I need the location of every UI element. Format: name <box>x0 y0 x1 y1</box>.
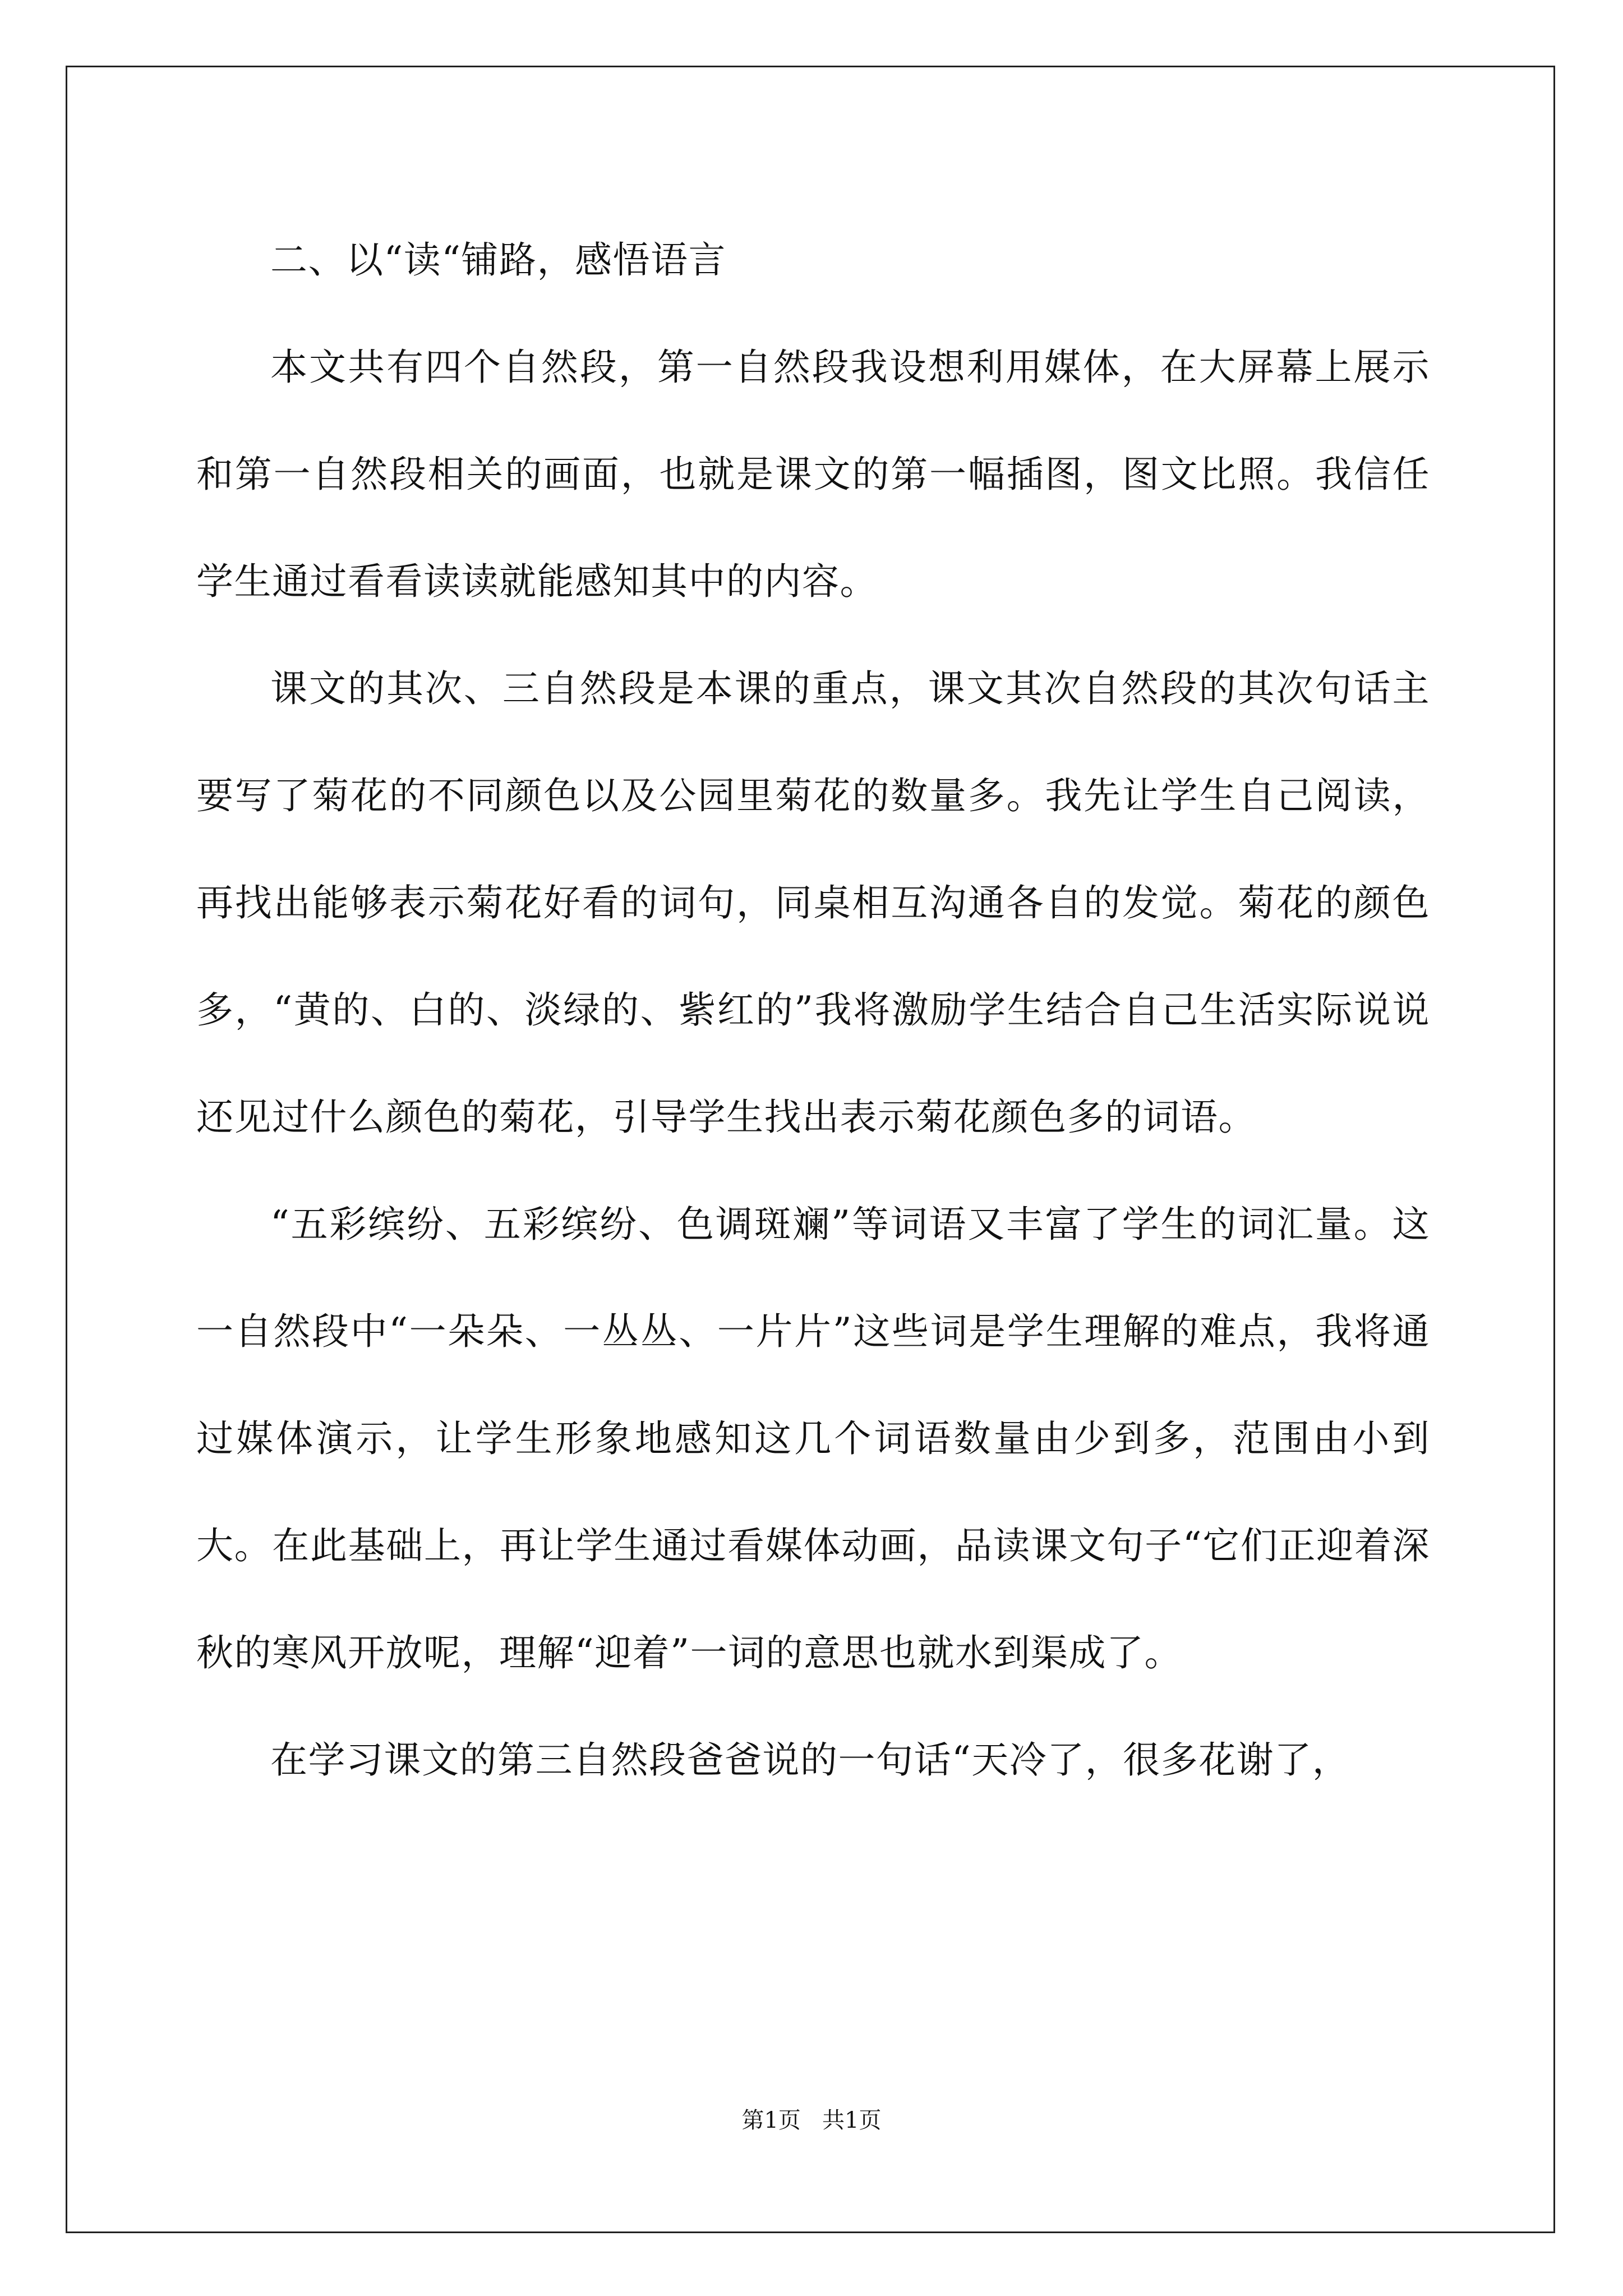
paragraph: 本文共有四个自然段，第一自然段我设想利用媒体，在大屏幕上展示和第一自然段相关的画面，也就是课文的第一幅插图，图文比照。我信任学生通过看看读读就能感知其中的内容。 <box>196 346 1430 603</box>
page-number-footer: 第1页 共1页 <box>741 2108 882 2133</box>
paragraph: 课文的其次、三自然段是本课的重点，课文其次自然段的其次句话主要写了菊花的不同颜色以及公园里菊花的数量多。我先让学生自己阅读，再找出能够表示菊花好看的词句，同桌相互沟通各自的发觉。菊花的颜色多，“黄的、白的、淡绿的、紫红的”我将激励学生结合自己生活实际说说还见过什么颜色的菊花，引导学生找出表示菊花颜色多的词语。 <box>196 667 1430 1139</box>
paragraph-heading: 二、以“读“铺路，感悟语言 <box>270 238 726 282</box>
paragraph: “五彩缤纷、五彩缤纷、色调斑斓”等词语又丰富了学生的词汇量。这一自然段中“一朵朵、一丛丛、一片片”这些词是学生理解的难点，我将通过媒体演示，让学生形象地感知这几个词语数量由少到多，范围由小到大。在此基础上，再让学生通过看媒体动画，品读课文句子“它们正迎着深秋的寒风开放呢，理解“迎着”一词的意思也就水到渠成了。 <box>196 1203 1430 1674</box>
document-body <box>196 206 1430 1814</box>
paragraph: 在学习课文的第三自然段爸爸说的一句话“天冷了，很多花谢了， <box>270 1738 1350 1782</box>
